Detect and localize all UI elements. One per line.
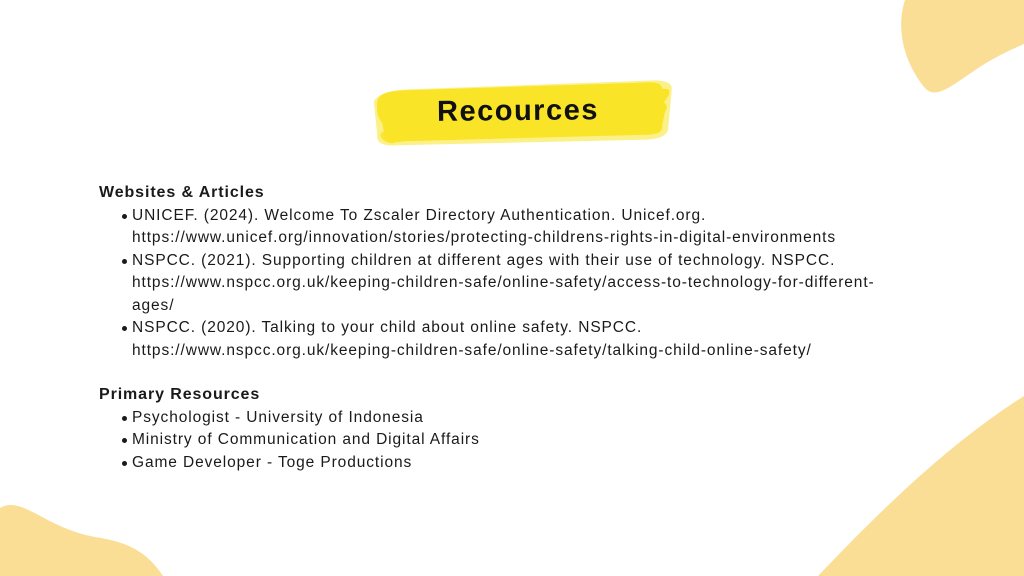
bullet-dot — [122, 259, 127, 264]
section-heading: Websites & Articles — [99, 184, 265, 201]
resource-text: Ministry of Communication and Digital Affairs — [132, 431, 480, 448]
list-item-ministry — [99, 429, 959, 452]
bullet-dot — [122, 214, 127, 219]
resource-text: Game Developer - Toge Productions — [132, 453, 413, 471]
citation-url-continued: ages/ — [132, 296, 175, 314]
citation-text: NSPCC. (2020). Talking to your child about online safety. NSPCC. — [132, 319, 643, 336]
list-item-unicef-2024 — [99, 205, 959, 250]
primary-resources-list — [99, 407, 959, 475]
citation-url: https://www.nspcc.org.uk/keeping-children-safe/online-safety/access-to-technology-for-different- — [132, 274, 875, 291]
section-websites-articles — [99, 182, 959, 362]
list-item-psychologist — [99, 407, 959, 430]
corner-blob-bottom-left — [0, 505, 163, 576]
resource-text: Psychologist - University of Indonesia — [132, 408, 424, 426]
websites-articles-list — [99, 205, 959, 363]
slide-title-block — [368, 76, 677, 147]
bullet-dot — [122, 461, 127, 466]
bullet-dot — [122, 438, 127, 443]
page-title: Recources — [436, 93, 600, 128]
bullet-dot — [122, 416, 127, 421]
bullet-dot — [122, 326, 127, 331]
references-content — [99, 182, 959, 474]
corner-blob-top-right — [901, 0, 1024, 93]
citation-url: https://www.nspcc.org.uk/keeping-children-safe/online-safety/talking-child-online-safety/ — [132, 341, 812, 359]
citation-url: https://www.unicef.org/innovation/stories/protecting-childrens-rights-in-digital-environments — [132, 229, 836, 246]
citation-text: UNICEF. (2024). Welcome To Zscaler Directory Authentication. Unicef.org. — [132, 206, 707, 224]
section-heading: Primary Resources — [99, 386, 261, 403]
section-primary-resources — [99, 384, 959, 474]
list-item-nspcc-2021 — [99, 250, 959, 318]
list-item-nspcc-2020 — [99, 317, 959, 362]
list-item-game-developer — [99, 452, 959, 475]
citation-text: NSPCC. (2021). Supporting children at different ages with their use of technology. NSPCC. — [132, 251, 836, 269]
